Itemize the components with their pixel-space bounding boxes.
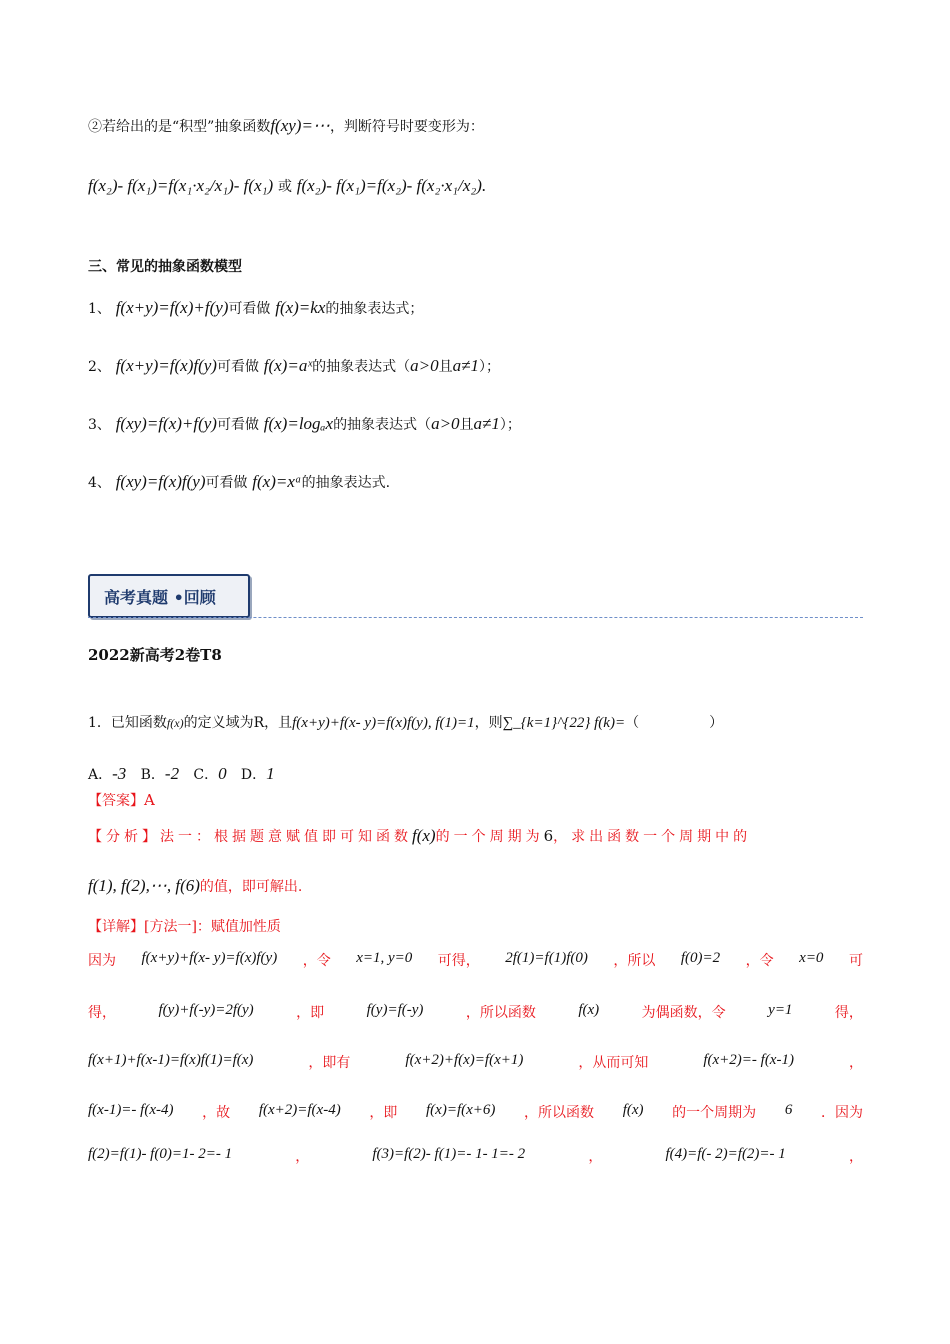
- model-mid: 可看做: [205, 475, 248, 491]
- model-mid: 可看做: [216, 359, 259, 375]
- detail-segment: f(x): [622, 1102, 644, 1118]
- detail-segment: 因为: [88, 953, 116, 969]
- model-tail: 的抽象表达式.: [301, 475, 391, 491]
- detail-segment: f(x+2)+f(x)=f(x+1): [405, 1052, 524, 1068]
- model-eq: f(x+y)=f(x)+f(y): [115, 298, 229, 317]
- option-d[interactable]: D．1: [240, 764, 275, 783]
- model-form: f(x)=kx: [275, 298, 326, 317]
- detail-segment: ，从而可知: [578, 1055, 649, 1071]
- model-item: [88, 472, 390, 492]
- model-cond-and: 且: [438, 359, 453, 375]
- detail-segment: f(0)=2: [680, 950, 721, 966]
- detail-segment: ．因为: [820, 1105, 863, 1121]
- answer-line: [88, 790, 155, 810]
- formula-or: 或: [277, 179, 292, 195]
- model-cond-a: a>0: [410, 356, 439, 375]
- detail-segment: ，: [588, 1149, 603, 1165]
- question-text-b: 的定义域为R，且: [183, 715, 293, 731]
- detail-line: [88, 1102, 863, 1122]
- detail-segment: 2f(1)=f(1)f(0): [505, 950, 588, 966]
- model-tail2: ）；: [478, 359, 500, 375]
- analysis-text-a: 法一：根据题意赋值即可知函数: [160, 829, 412, 845]
- review-section-label: 高考真题 •回顾: [104, 588, 216, 607]
- model-cond-b: a≠1: [452, 356, 479, 375]
- analysis-text-c: ，求出函数一个周期中的: [553, 829, 752, 845]
- question-sum: ∑_{k=1}^{22} f(k)=: [502, 715, 626, 731]
- analysis-text-d: 的值，即可解出.: [199, 879, 303, 895]
- analysis-text-b: 的一个周期为: [435, 829, 544, 845]
- model-item: [88, 414, 521, 434]
- formula-end: .: [481, 176, 487, 195]
- model-tail2: ）；: [499, 417, 521, 433]
- detail-segment: 6: [784, 1102, 793, 1118]
- detail-segment: 得，: [88, 1005, 116, 1021]
- analysis-period: 6: [543, 827, 554, 845]
- intro-text-a: ②若给出的是“积型”抽象函数: [88, 119, 271, 135]
- model-num: 2、: [88, 359, 111, 375]
- model-eq: f(xy)=f(x)f(y): [115, 472, 206, 491]
- detail-segment: f(x-1)=- f(x-4): [88, 1102, 174, 1118]
- model-num: 1、: [88, 301, 111, 317]
- detail-segment: 得，: [834, 1005, 863, 1021]
- answer-value: A: [144, 791, 155, 809]
- formula-part1: f(x₂)- f(x₁)=f(x₁·x₂/x₁)- f(x₁): [88, 176, 274, 195]
- question-text-c: ，则: [474, 715, 503, 731]
- model-cond-b: a≠1: [473, 414, 500, 433]
- detail-segment: f(2)=f(1)- f(0)=1- 2=- 1: [88, 1146, 233, 1162]
- detail-segment: ，所以函数: [465, 1005, 536, 1021]
- detail-segment: ，即: [369, 1105, 398, 1121]
- model-item: [88, 298, 423, 318]
- intro-math: f(xy)=⋯: [270, 116, 330, 135]
- detail-segment: f(x+1)+f(x-1)=f(x)f(1)=f(x): [88, 1052, 254, 1068]
- question-fx: f(x): [166, 716, 184, 730]
- exam-source: 2022新高考2卷T8: [88, 646, 222, 664]
- intro-formula: [88, 176, 486, 196]
- detail-segment: ，令: [302, 953, 331, 969]
- detail-line: [88, 1052, 863, 1072]
- detail-segment: x=1, y=0: [356, 950, 413, 966]
- detail-segment: ，即: [296, 1005, 325, 1021]
- detail-segment: f(4)=f(- 2)=f(2)=- 1: [665, 1146, 786, 1162]
- model-num: 4、: [88, 475, 111, 491]
- answer-label: 【答案】: [88, 793, 144, 809]
- detail-segment: 可得，: [437, 953, 480, 969]
- review-section-box: [88, 574, 250, 618]
- detail-segment: y=1: [768, 1002, 793, 1018]
- model-cond-a: a>0: [431, 414, 460, 433]
- intro-item2: [88, 116, 484, 136]
- detail-segment: f(x+2)=f(x-4): [258, 1102, 341, 1118]
- intro-text-b: ，判断符号时要变形为：: [329, 119, 484, 135]
- model-tail: 的抽象表达式；: [325, 301, 424, 317]
- model-item: [88, 356, 500, 376]
- question-paren: （ ）: [625, 715, 724, 731]
- model-num: 3、: [88, 417, 111, 433]
- detail-line: [88, 950, 863, 970]
- model-cond-and: 且: [459, 417, 474, 433]
- analysis-values: f(1), f(2),⋯, f(6): [88, 876, 200, 895]
- detail-segment: f(y)+f(-y)=2f(y): [158, 1002, 254, 1018]
- detail-segment: f(y)=f(-y): [366, 1002, 424, 1018]
- model-tail: 的抽象表达式（: [333, 417, 432, 433]
- question-text-a: 已知函数: [110, 715, 167, 731]
- detail-segment: f(x+2)=- f(x-1): [703, 1052, 794, 1068]
- analysis-label: 【分析】: [88, 829, 160, 845]
- analysis-line-2: [88, 876, 302, 896]
- question-number: 1．: [88, 715, 111, 731]
- detail-segment: ，: [848, 1055, 863, 1071]
- model-form: f(x)=logₐx: [263, 414, 334, 433]
- detail-segment: f(x+y)+f(x- y)=f(x)f(y): [141, 950, 278, 966]
- formula-part2: f(x₂)- f(x₁)=f(x₂)- f(x₂·x₁/x₂): [296, 176, 482, 195]
- model-mid: 可看做: [216, 417, 259, 433]
- option-c[interactable]: C．0: [193, 764, 227, 783]
- model-form: f(x)=aˣ: [263, 356, 313, 375]
- section3-heading: 三、常见的抽象函数模型: [88, 259, 242, 275]
- detail-segment: 的一个周期为: [672, 1105, 757, 1121]
- analysis-line-1: [88, 826, 751, 846]
- model-tail: 的抽象表达式（: [312, 359, 411, 375]
- model-mid: 可看做: [228, 301, 271, 317]
- detail-segment: x=0: [799, 950, 824, 966]
- detail-segment: ，故: [202, 1105, 231, 1121]
- detail-segment: 为偶函数，令: [641, 1005, 726, 1021]
- section-divider: [88, 617, 863, 618]
- detail-segment: f(x): [578, 1002, 600, 1018]
- detail-line: [88, 1002, 863, 1022]
- detail-line: [88, 1146, 863, 1166]
- option-b[interactable]: B．-2: [140, 764, 180, 783]
- detail-label: 【详解】[方法一]：赋值加性质: [88, 919, 281, 935]
- options-row: [88, 764, 275, 784]
- detail-segment: ，所以函数: [524, 1105, 595, 1121]
- detail-segment: f(3)=f(2)- f(1)=- 1- 1=- 2: [372, 1146, 526, 1162]
- analysis-fx: f(x): [412, 826, 436, 845]
- detail-segment: 可: [848, 953, 863, 969]
- option-a[interactable]: A．-3: [88, 764, 127, 783]
- detail-segment: ，: [295, 1149, 310, 1165]
- detail-segment: ，: [848, 1149, 863, 1165]
- question-condition: f(x+y)+f(x- y)=f(x)f(y), f(1)=1: [292, 715, 475, 731]
- model-eq: f(x+y)=f(x)f(y): [115, 356, 217, 375]
- detail-segment: ，即有: [308, 1055, 351, 1071]
- detail-segment: ，令: [745, 953, 774, 969]
- question-line: [88, 712, 723, 732]
- detail-segment: f(x)=f(x+6): [426, 1102, 496, 1118]
- model-eq: f(xy)=f(x)+f(y): [115, 414, 217, 433]
- detail-segment: ，所以: [613, 953, 656, 969]
- model-form: f(x)=xᵃ: [252, 472, 302, 491]
